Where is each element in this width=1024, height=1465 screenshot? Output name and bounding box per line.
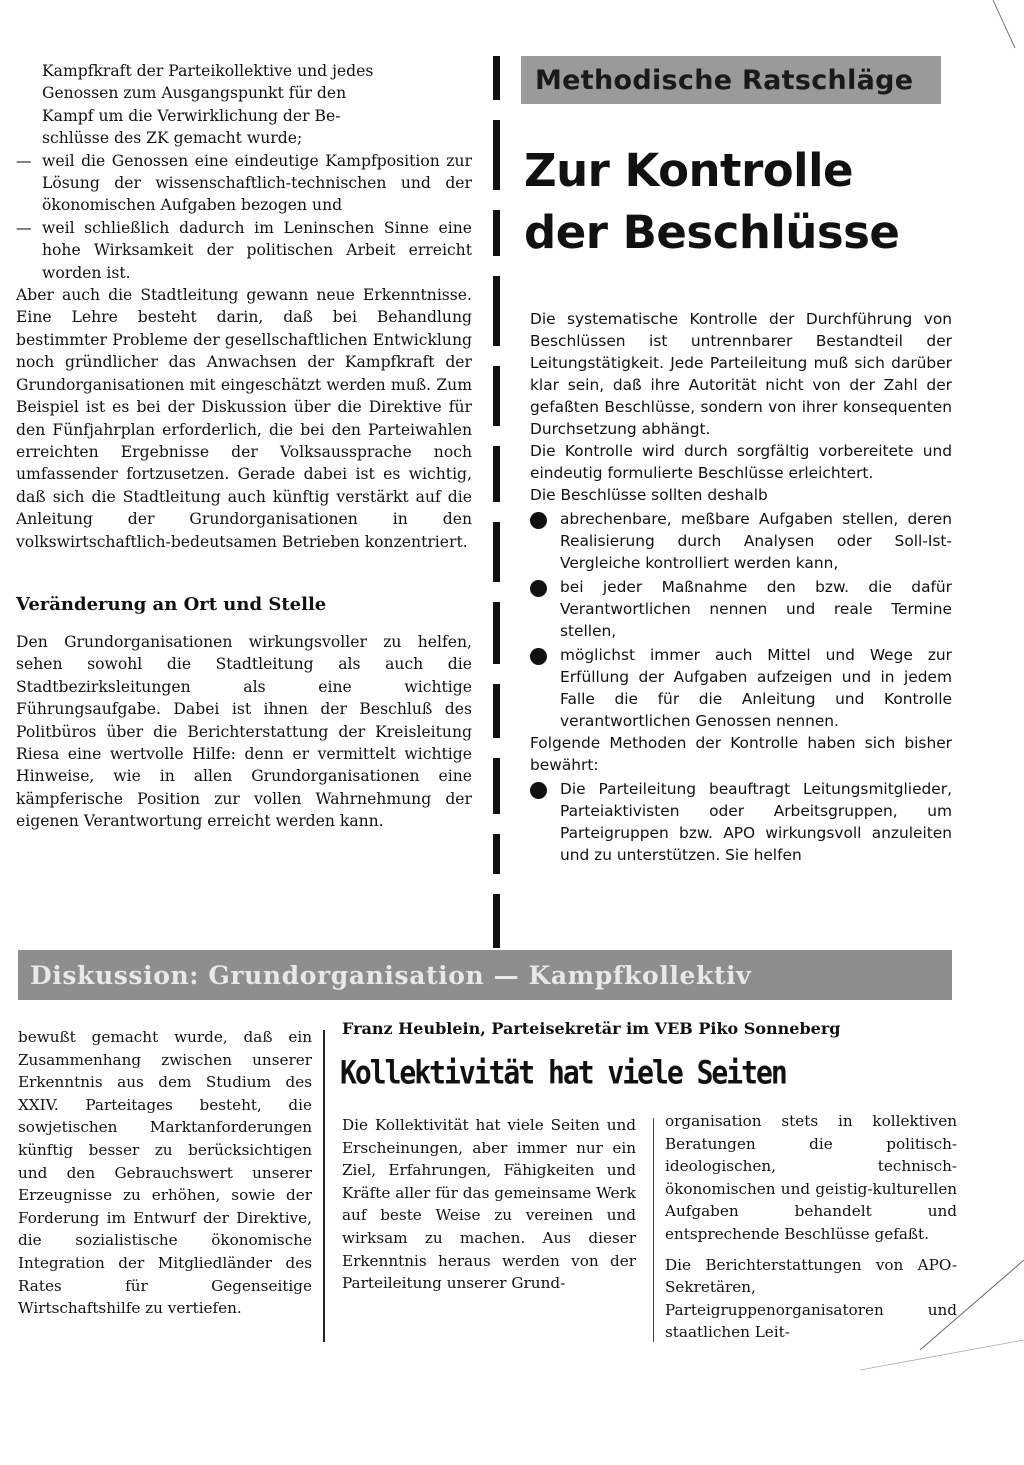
article-title	[524, 140, 994, 264]
title-line: Zur Kontrolle	[524, 144, 854, 197]
bullet-item	[530, 644, 952, 732]
dash-marker: —	[16, 218, 32, 237]
left-article-column	[16, 60, 472, 833]
right-paragraph-1: Die systematische Kontrolle der Durchführung von Beschlüssen ist untrennbarer Bestandteil der Leitungstätigkeit. Jede Parteileitung muß sich darüber klar sein, daß ihre Autorität nicht von der Zahl der gefaßten Beschlüsse, sondern von ihrer konsequenten Durchsetzung abhängt.	[530, 310, 952, 438]
bullet-dot-icon	[530, 644, 560, 732]
bullet-dot-icon	[530, 778, 560, 866]
bullet-dot-icon	[530, 508, 560, 574]
bottom-middle-column	[342, 1114, 636, 1295]
dash-list-item	[16, 150, 472, 217]
methodische-ratschlaege-banner: Methodische Ratschläge	[521, 56, 941, 104]
title-line: der Beschlüsse	[524, 206, 900, 259]
right-paragraph-4: Folgende Methoden der Kontrolle haben sich bisher bewährt:	[530, 734, 952, 774]
scan-line-mark	[985, 0, 1024, 50]
dash-item-text: weil die Genossen eine eindeutige Kampfposition zur Lösung der wissenschaftlich-technischen und der ökonomischen Aufgaben bezogen und	[42, 151, 472, 215]
bullet-dot-icon	[530, 576, 560, 642]
bullet-text: abrechenbare, meßbare Aufgaben stellen, deren Realisierung durch Analysen oder Soll-Ist-Vergleiche kontrolliert werden kann,	[560, 510, 952, 572]
bottom-right-text-2: Die Berichterstattungen von APO-Sekretären, Parteigruppenorganisatoren und staatlichen Leit-	[665, 1255, 957, 1342]
dash-marker: —	[16, 151, 32, 170]
bullet-item	[530, 508, 952, 574]
bottom-left-text: bewußt gemacht wurde, daß ein Zusammenhang zwischen unserer Erkenntnis aus dem Studium des XXIV. Parteitages besteht, die sowjetischen Marktanforderungen künftig besser zu berücksichtigen und den Gebrauchswert unserer Erzeugnisse zu erhöhen, sowie der Forderung im Entwurf der Direktive, die sozialistische ökonomische Integration der Mitgliedländer des Rates für Gegenseitige Wirtschaftshilfe zu vertiefen.	[18, 1028, 312, 1318]
right-paragraph-3: Die Beschlüsse sollten deshalb	[530, 486, 768, 504]
left-p1-line: Genossen zum Ausgangspunkt für den	[42, 84, 347, 103]
scan-line-mark	[860, 1240, 1024, 1380]
bottom-middle-text: Die Kollektivität hat viele Seiten und Erscheinungen, aber immer nur ein Ziel, Erfahrungen, Fähigkeiten und Kräfte aller für das gemeinsame Werk auf beste Weise zu vereinen und wirksam zu machen. Aus dieser Erkenntnis heraus werden von der Parteileitung unserer Grund-	[342, 1116, 636, 1293]
left-p1-line: Kampf um die Verwirklichung der Be-	[42, 106, 341, 125]
column-divider	[653, 1118, 654, 1342]
bottom-right-text-1: organisation stets in kollektiven Beratungen die politisch-ideologischen, technisch-ökonomischen und geistig-kulturellen Aufgaben behandelt und entsprechende Beschlüsse gefaßt.	[665, 1112, 957, 1243]
left-paragraph-2: Aber auch die Stadtleitung gewann neue Erkenntnisse. Eine Lehre besteht darin, daß bei Behandlung bestimmter Probleme der gesellschaftlichen Entwicklung noch gründlicher das Anwachsen der Kampfkraft der Grundorganisationen mit eingeschätzt werden muß. Zum Beispiel ist es bei der Diskussion über die Direktive für den Fünfjahrplan erforderlich, die bei den Parteiwahlen erreichten Ergebnisse der Volksaussprache noch umfassender fortzusetzen. Gerade dabei ist es wichtig, daß sich die Stadtleitung auch künftig verstärkt auf die Anleitung der Grundorganisationen in den volkswirtschaftlich-bedeutsamen Betrieben konzentriert.	[16, 286, 472, 551]
bullet-text: bei jeder Maßnahme den bzw. die dafür Verantwortlichen nennen und reale Termine stellen,	[560, 578, 952, 640]
bullet-text: möglichst immer auch Mittel und Wege zur Erfüllung der Aufgaben aufzeigen und in jedem Falle die für die Anleitung und Kontrolle verantwortlichen Genossen nennen.	[560, 646, 952, 730]
author-byline: Franz Heublein, Parteisekretär im VEB Piko Sonneberg	[342, 1019, 841, 1038]
bullet-item	[530, 778, 952, 866]
section-heading: Veränderung an Ort und Stelle	[16, 593, 327, 615]
dash-list-item	[16, 217, 472, 284]
left-p1-line: Kampfkraft der Parteikollektive und jedes	[42, 62, 374, 80]
right-article-column	[530, 308, 952, 866]
bullet-item	[530, 576, 952, 642]
bottom-left-column	[18, 1026, 312, 1320]
dashed-column-rule	[493, 56, 501, 936]
diskussion-banner: Diskussion: Grundorganisation — Kampfkollektiv	[18, 950, 952, 1000]
left-paragraph-3: Den Grundorganisationen wirkungsvoller zu helfen, sehen sowohl die Stadtleitung als auch die Stadtbezirksleitungen als eine wichtige Führungsaufgabe. Dabei ist ihnen der Beschluß des Politbüros über die Berichterstattung der Kreisleitung Riesa eine wertvolle Hilfe: denn er vermittelt wichtige Hinweise, wie in allen Grundorganisationen eine kämpferische Position zur vollen Wahrnehmung der eigenen Verantwortung erreicht werden kann.	[16, 632, 472, 831]
left-paragraph-1	[16, 60, 472, 150]
column-divider	[323, 1030, 325, 1342]
kollektivitaet-title: Kollektivität hat viele Seiten	[340, 1053, 786, 1092]
dash-item-text: weil schließlich dadurch im Leninschen Sinne eine hohe Wirksamkeit der politischen Arbeit erreicht worden ist.	[42, 218, 472, 282]
bullet-text: Die Parteileitung beauftragt Leitungsmitglieder, Parteiaktivisten oder Arbeitsgruppen, um Parteigruppen bzw. APO wirkungsvoll anzuleiten und zu unterstützen. Sie helfen	[560, 780, 952, 864]
right-paragraph-2: Die Kontrolle wird durch sorgfältig vorbereitete und eindeutig formulierte Beschlüsse erleichtert.	[530, 442, 952, 482]
left-p1-line: schlüsse des ZK gemacht wurde;	[42, 129, 303, 148]
